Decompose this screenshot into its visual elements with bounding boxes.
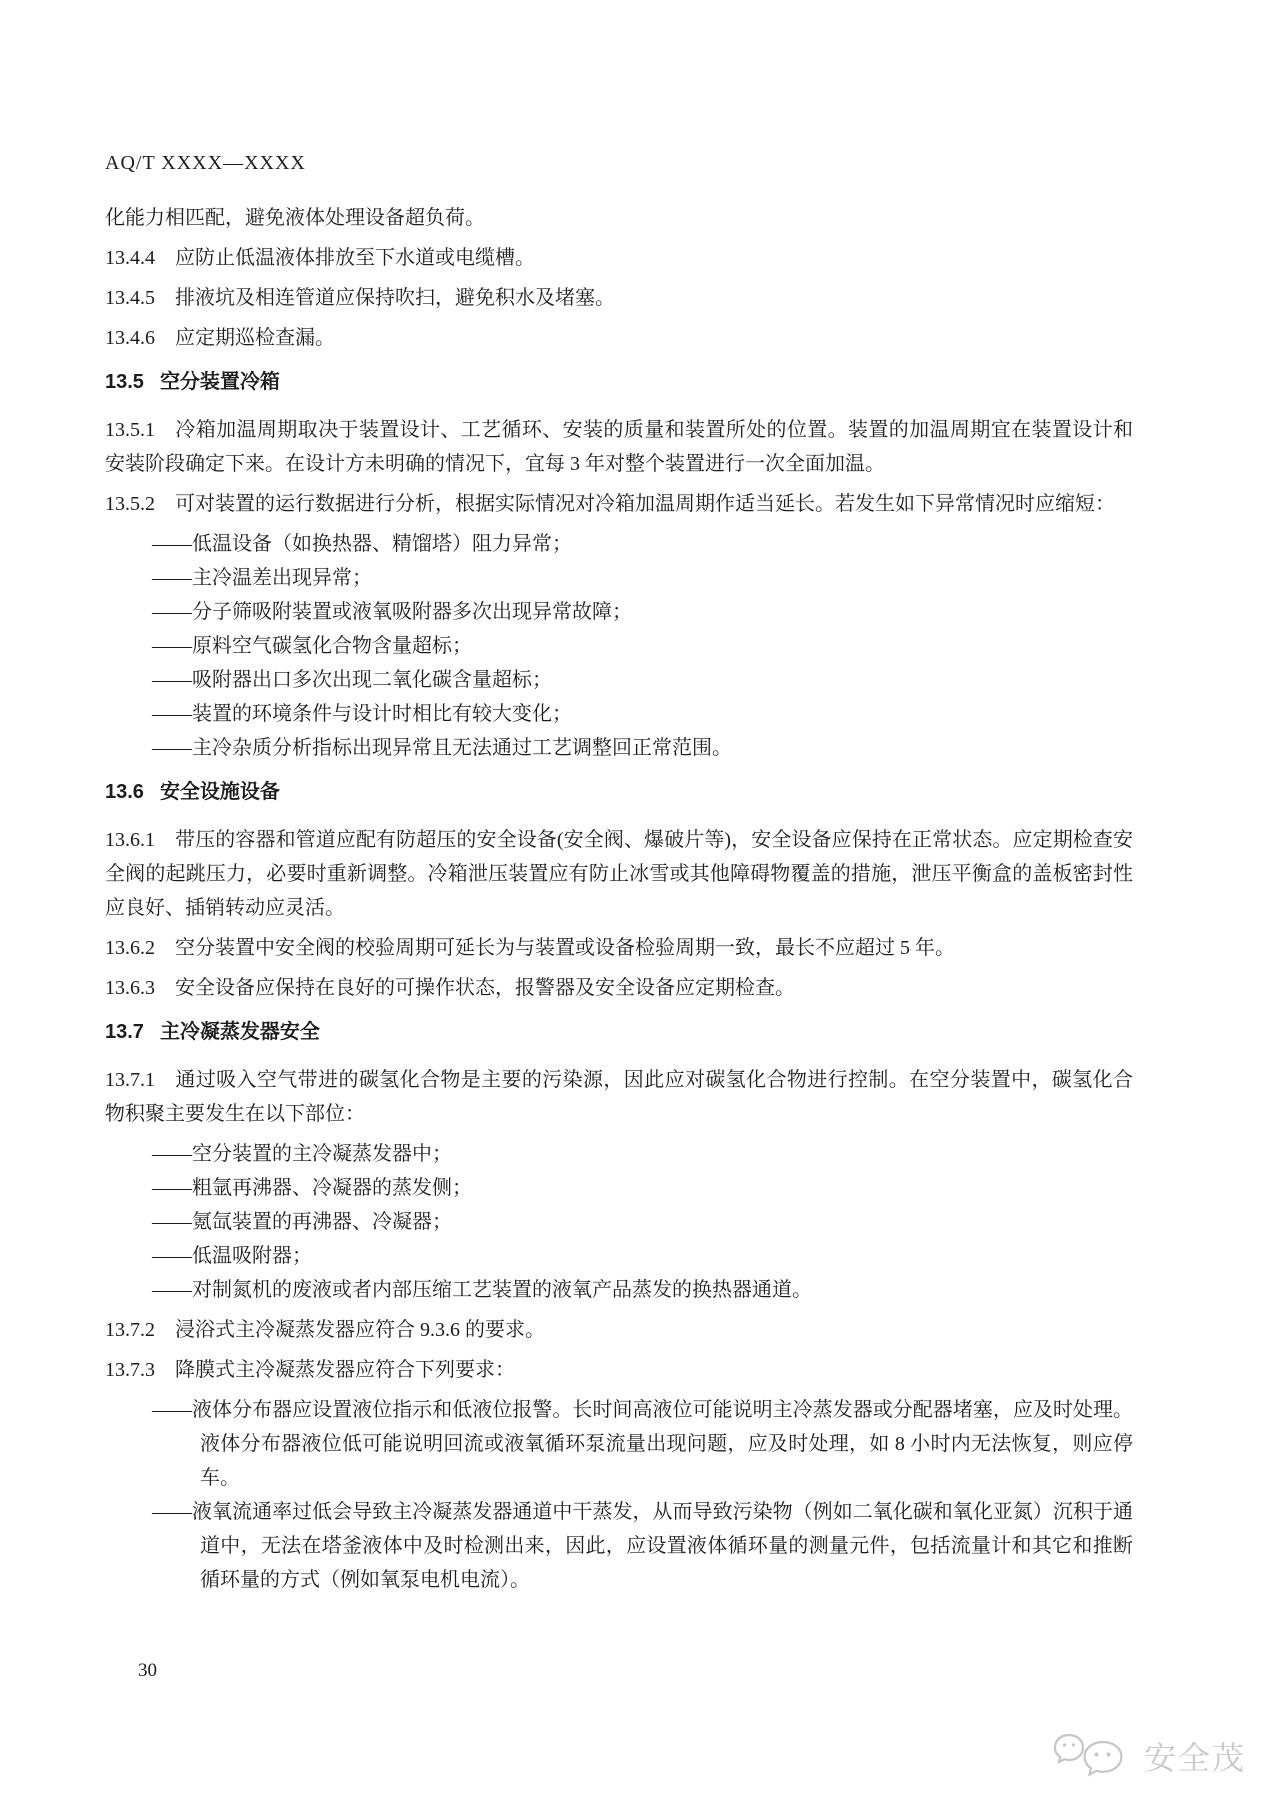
chat-bubbles-icon bbox=[1052, 1732, 1136, 1780]
clause-number: 13.6.1 bbox=[105, 829, 155, 851]
clause-number: 13.6.3 bbox=[105, 977, 155, 999]
clause-number: 13.4.6 bbox=[105, 327, 155, 349]
list-item: ——低温吸附器； bbox=[152, 1245, 312, 1267]
clause-13-7-2 bbox=[105, 1313, 1133, 1347]
watermark bbox=[1052, 1732, 1246, 1780]
clause-number: 13.4.5 bbox=[105, 287, 155, 309]
clause-number: 13.4.4 bbox=[105, 247, 155, 269]
list-item: ——对制氮机的废液或者内部压缩工艺装置的液氧产品蒸发的换热器通道。 bbox=[152, 1279, 812, 1301]
section-heading-13-5 bbox=[105, 365, 1133, 399]
clause-number: 13.7.3 bbox=[105, 1359, 155, 1381]
document-content bbox=[105, 146, 1133, 1603]
clause-13-4-6 bbox=[105, 321, 1133, 355]
paragraph-continuation: 化能力相匹配，避免液体处理设备超负荷。 bbox=[105, 207, 485, 229]
list-item: ——液氧流通率过低会导致主冷凝蒸发器通道中干蒸发，从而导致污染物（例如二氧化碳和氧化亚氮）沉积于通道中，无法在塔釜液体中及时检测出来，因此，应设置液体循环量的测量元件，包括流量计和其它和推断循环量的方式（例如氧泵电机电流）。 bbox=[152, 1501, 1133, 1591]
clause-13-6-2 bbox=[105, 931, 1133, 965]
clause-13-6-3 bbox=[105, 971, 1133, 1005]
clause-number: 13.7.1 bbox=[105, 1069, 155, 1091]
clause-text: 带压的容器和管道应配有防超压的安全设备(安全阀、爆破片等)，安全设备应保持在正常状态。应定期检查安全阀的起跳压力，必要时重新调整。冷箱泄压装置应有防止冰雪或其他障碍物覆盖的措施，泄压平衡盒的盖板密封性应良好、插销转动应灵活。 bbox=[105, 829, 1133, 919]
abnormal-conditions-list bbox=[105, 527, 1133, 765]
watermark-label: 安全茂 bbox=[1143, 1740, 1246, 1776]
clause-text: 空分装置中安全阀的校验周期可延长为与装置或设备检验周期一致，最长不应超过 5 年。 bbox=[175, 937, 955, 959]
clause-13-5-2 bbox=[105, 487, 1133, 521]
clause-13-7-3 bbox=[105, 1353, 1133, 1387]
accumulation-locations-list bbox=[105, 1137, 1133, 1307]
list-item: ——低温设备（如换热器、精馏塔）阻力异常； bbox=[152, 533, 572, 555]
clause-text: 排液坑及相连管道应保持吹扫，避免积水及堵塞。 bbox=[175, 287, 615, 309]
clause-text: 降膜式主冷凝蒸发器应符合下列要求： bbox=[175, 1359, 515, 1381]
falling-film-requirements-list bbox=[105, 1393, 1133, 1597]
list-item: ——液体分布器应设置液位指示和低液位报警。长时间高液位可能说明主冷蒸发器或分配器堵塞，应及时处理。液体分布器液位低可能说明回流或液氧循环泵流量出现问题，应及时处理，如 8 小时内无法恢复，则应停车。 bbox=[152, 1399, 1133, 1489]
clause-number: 13.5.2 bbox=[105, 493, 155, 515]
list-item: ——分子筛吸附装置或液氧吸附器多次出现异常故障； bbox=[152, 601, 632, 623]
list-item: ——主冷温差出现异常； bbox=[152, 567, 372, 589]
list-item: ——空分装置的主冷凝蒸发器中； bbox=[152, 1143, 452, 1165]
clause-text: 冷箱加温周期取决于装置设计、工艺循环、安装的质量和装置所处的位置。装置的加温周期宜在装置设计和安装阶段确定下来。在设计方未明确的情况下，宜每 3 年对整个装置进行一次全面加温。 bbox=[105, 419, 1133, 475]
list-item: ——吸附器出口多次出现二氧化碳含量超标； bbox=[152, 669, 552, 691]
list-item: ——主冷杂质分析指标出现异常且无法通过工艺调整回正常范围。 bbox=[152, 737, 732, 759]
clause-13-7-1 bbox=[105, 1063, 1133, 1131]
section-title: 主冷凝蒸发器安全 bbox=[159, 1021, 320, 1043]
section-number: 13.5 bbox=[105, 371, 144, 393]
list-item: ——原料空气碳氢化合物含量超标； bbox=[152, 635, 472, 657]
clause-text: 安全设备应保持在良好的可操作状态，报警器及安全设备应定期检查。 bbox=[175, 977, 795, 999]
page-number: 30 bbox=[138, 1660, 157, 1681]
clause-text: 应定期巡检查漏。 bbox=[175, 327, 335, 349]
standard-number-header: AQ/T XXXX—XXXX bbox=[105, 152, 306, 174]
section-title: 空分装置冷箱 bbox=[159, 371, 280, 393]
clause-text: 通过吸入空气带进的碳氢化合物是主要的污染源，因此应对碳氢化合物进行控制。在空分装置中，碳氢化合物积聚主要发生在以下部位： bbox=[105, 1069, 1133, 1125]
section-heading-13-7 bbox=[105, 1015, 1133, 1049]
clause-number: 13.7.2 bbox=[105, 1319, 155, 1341]
list-item: ——粗氩再沸器、冷凝器的蒸发侧； bbox=[152, 1177, 472, 1199]
clause-text: 可对装置的运行数据进行分析，根据实际情况对冷箱加温周期作适当延长。若发生如下异常情况时应缩短： bbox=[175, 493, 1115, 515]
clause-13-4-5 bbox=[105, 281, 1133, 315]
list-item: ——装置的环境条件与设计时相比有较大变化； bbox=[152, 703, 572, 725]
section-title: 安全设施设备 bbox=[159, 781, 280, 803]
clause-number: 13.6.2 bbox=[105, 937, 155, 959]
clause-number: 13.5.1 bbox=[105, 419, 155, 441]
section-number: 13.7 bbox=[105, 1021, 144, 1043]
list-item: ——氪氙装置的再沸器、冷凝器； bbox=[152, 1211, 452, 1233]
section-heading-13-6 bbox=[105, 775, 1133, 809]
clause-13-5-1 bbox=[105, 413, 1133, 481]
clause-13-6-1 bbox=[105, 823, 1133, 925]
section-number: 13.6 bbox=[105, 781, 144, 803]
clause-text: 浸浴式主冷凝蒸发器应符合 9.3.6 的要求。 bbox=[175, 1319, 545, 1341]
clause-13-4-4 bbox=[105, 241, 1133, 275]
clause-text: 应防止低温液体排放至下水道或电缆槽。 bbox=[175, 247, 535, 269]
